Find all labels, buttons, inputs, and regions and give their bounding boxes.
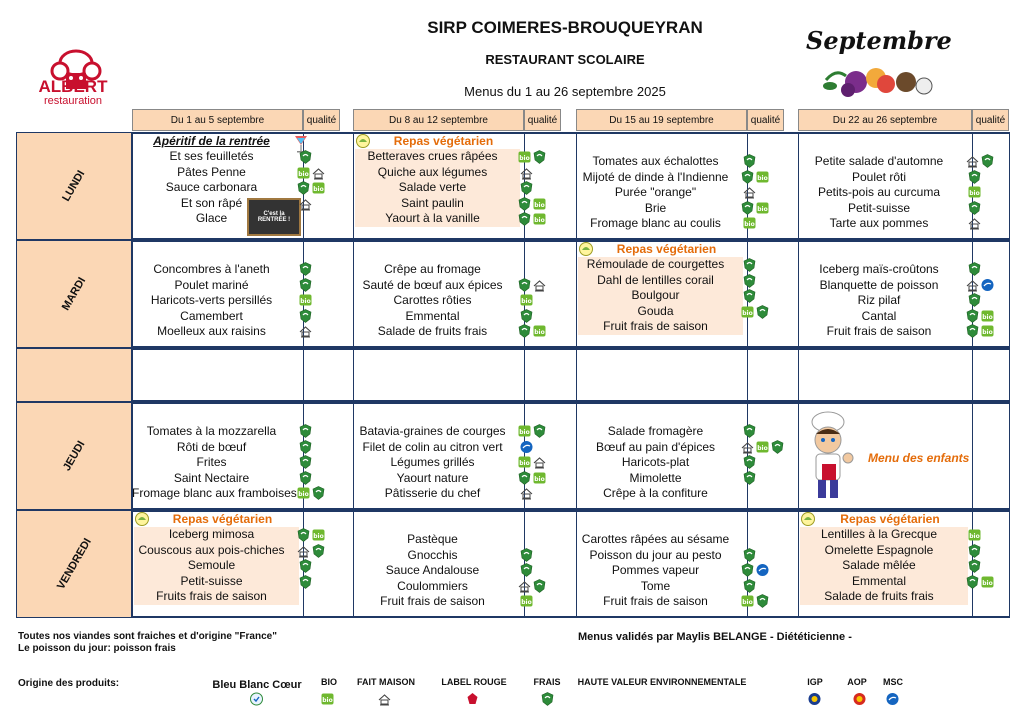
- menu-item: Salade de fruits frais: [377, 324, 488, 338]
- menu-item: Emmental: [851, 573, 907, 588]
- quality-header: qualité: [972, 109, 1009, 131]
- week-header: Du 22 au 26 septembre: [798, 109, 972, 131]
- frais-icon: [299, 440, 312, 454]
- menu-item: Frites: [196, 455, 227, 469]
- msc-icon: [886, 692, 899, 706]
- menu-item: Purée "orange": [614, 185, 697, 199]
- menu-item: Rémoulade de courgettes: [586, 257, 725, 271]
- frais-icon: [520, 181, 533, 195]
- frais-icon: [299, 424, 312, 438]
- frais-icon: [743, 289, 756, 303]
- frais-icon: [299, 278, 312, 292]
- menu-item: Poisson du jour au pesto: [589, 547, 722, 562]
- legend-aop: AOP: [847, 677, 867, 687]
- frais-icon: [518, 324, 531, 338]
- frais-icon: [520, 309, 533, 323]
- svg-text:bio: bio: [298, 170, 309, 178]
- menu-item: Et son râpé: [180, 195, 243, 210]
- menu-item: Dahl de lentilles corail: [597, 272, 714, 287]
- menu-item: Omelette Espagnole: [824, 542, 934, 557]
- menu-item: Salade mêlée: [842, 558, 916, 572]
- day-name: JEUDI: [60, 438, 88, 474]
- day-label: [16, 402, 132, 510]
- fait-maison-icon: [520, 166, 533, 180]
- svg-text:bio: bio: [742, 599, 753, 606]
- frais-icon: [312, 486, 325, 500]
- menu-item: Salade de fruits frais: [824, 589, 934, 603]
- frais-icon: [968, 262, 981, 276]
- svg-text:bio: bio: [519, 155, 530, 162]
- legend-fait-maison: FAIT MAISON: [357, 677, 415, 687]
- frais-icon: [297, 528, 310, 542]
- page-subtitle: RESTAURANT SCOLAIRE: [485, 52, 645, 67]
- svg-text:bio: bio: [969, 190, 980, 197]
- menu-item: Riz pilaf: [857, 293, 901, 307]
- svg-text:bio: bio: [521, 298, 532, 305]
- menu-item: Tarte aux pommes: [829, 216, 929, 230]
- children-menu-label: Menu des enfants: [868, 451, 970, 465]
- vegetarian-icon: [134, 512, 150, 526]
- menu-item: Fruit frais de saison: [826, 324, 932, 338]
- frais-icon: [756, 594, 769, 608]
- menu-item: Haricots-plat: [621, 455, 690, 469]
- fish-note: Le poisson du jour: poisson frais: [18, 643, 176, 654]
- grid-line: [1009, 132, 1010, 618]
- menu-item: Betteraves crues râpées: [367, 149, 498, 163]
- bio-icon: [981, 309, 994, 323]
- vegetarian-meal-title: Repas végétarien: [840, 512, 940, 526]
- legend-bbc: Bleu Blanc Cœur: [212, 679, 302, 691]
- menu-item: Brie: [644, 200, 667, 215]
- frais-icon: [981, 154, 994, 168]
- frais-icon: [299, 559, 312, 573]
- bleu-blanc-coeur-icon: [250, 692, 263, 706]
- bio-icon: [312, 181, 325, 195]
- bio-icon: [981, 575, 994, 589]
- menu-item: Fruit frais de saison: [603, 594, 708, 608]
- logo-name: ALBERT: [38, 77, 108, 96]
- menu-item: Blanquette de poisson: [819, 277, 939, 292]
- menu-item: Salade verte: [398, 180, 467, 194]
- frais-icon: [518, 212, 531, 226]
- fait-maison-icon: [297, 544, 310, 558]
- frais-icon: [968, 201, 981, 215]
- bio-icon: [520, 594, 533, 608]
- bio-icon: [981, 324, 994, 338]
- frais-icon: [741, 170, 754, 184]
- bio-icon: [312, 528, 325, 542]
- vegetarian-icon: [578, 242, 594, 256]
- svg-text:bio: bio: [519, 429, 530, 436]
- frais-icon: [743, 274, 756, 288]
- frais-icon: [968, 559, 981, 573]
- frais-icon: [968, 544, 981, 558]
- bio-icon: [756, 440, 769, 454]
- frais-icon: [533, 150, 546, 164]
- quality-header: qualité: [524, 109, 561, 131]
- svg-text:bio: bio: [982, 329, 993, 336]
- frais-icon: [966, 309, 979, 323]
- menu-item: Bœuf au pain d'épices: [595, 439, 716, 454]
- validation-note: Menus validés par Maylis BELANGE - Diététicienne -: [578, 631, 852, 643]
- menu-item: Semoule: [187, 558, 236, 572]
- menu-item: Cantal: [861, 308, 897, 323]
- frais-icon: [518, 197, 531, 211]
- svg-text:bio: bio: [742, 309, 753, 317]
- vegetarian-meal-title: Repas végétarien: [393, 134, 494, 148]
- fait-maison-icon: [533, 278, 546, 292]
- menu-item: Gnocchis: [407, 547, 458, 562]
- svg-text:bio: bio: [982, 579, 993, 587]
- menu-item: Saint Nectaire: [173, 470, 250, 485]
- month-title: Septembre: [806, 26, 952, 55]
- fait-maison-icon: [966, 154, 979, 168]
- menu-item: Et ses feuilletés: [169, 149, 254, 163]
- week-header: Du 15 au 19 septembre: [576, 109, 747, 131]
- menu-item: Légumes grillés: [390, 455, 475, 469]
- svg-text:bio: bio: [757, 444, 768, 452]
- frais-icon: [312, 544, 325, 558]
- fait-maison-icon: [378, 692, 391, 706]
- frais-icon: [518, 471, 531, 485]
- legend-bio: BIO: [320, 677, 337, 687]
- menu-item: Quiche aux légumes: [377, 164, 488, 179]
- quality-header: qualité: [303, 109, 340, 131]
- frais-icon: [743, 258, 756, 272]
- bio-icon: [518, 150, 531, 164]
- legend-label-rouge: LABEL ROUGE: [441, 677, 507, 687]
- week-header: Du 8 au 12 septembre: [353, 109, 524, 131]
- vegetarian-meal-title: Repas végétarien: [616, 242, 717, 256]
- vegetarian-meal-title: Repas végétarien: [172, 512, 273, 526]
- menu-item: Sauce Andalouse: [385, 563, 480, 577]
- menu-item: Rôti de bœuf: [176, 439, 247, 454]
- frais-icon: [743, 471, 756, 485]
- legend-hve: HAUTE VALEUR ENVIRONNEMENTALE: [577, 677, 747, 687]
- menu-item: Sauce carbonara: [165, 180, 258, 194]
- menu-item: Coulommiers: [397, 578, 468, 593]
- menu-item: Salade fromagère: [607, 424, 704, 438]
- menu-item: Petite salade d'automne: [814, 154, 944, 168]
- svg-text:bio: bio: [521, 599, 532, 606]
- fait-maison-icon: [520, 486, 533, 500]
- svg-text:bio: bio: [322, 697, 333, 704]
- menu-item: Fruit frais de saison: [603, 319, 708, 333]
- frais-icon: [966, 575, 979, 589]
- menu-item: Iceberg maïs-croûtons: [819, 262, 939, 276]
- day-name: LUNDI: [60, 168, 88, 204]
- menu-item: Carottes rôties: [393, 293, 472, 307]
- vegetarian-icon: [355, 134, 371, 148]
- bio-icon: [533, 197, 546, 211]
- frais-icon: [533, 579, 546, 593]
- day-row: [132, 348, 1010, 402]
- bio-icon: [518, 455, 531, 469]
- bio-icon: [520, 293, 533, 307]
- day-label: [16, 348, 132, 402]
- menu-item: Tomates à la mozzarella: [146, 424, 277, 438]
- svg-text:bio: bio: [744, 221, 755, 228]
- logo-subtitle: restauration: [43, 95, 103, 107]
- menu-item: Carottes râpées au sésame: [581, 532, 730, 546]
- aop-icon: [853, 692, 866, 706]
- menu-item: Poulet rôti: [851, 169, 907, 184]
- menu-item: Filet de colin au citron vert: [362, 439, 503, 454]
- fait-maison-icon: [743, 185, 756, 199]
- frais-icon: [743, 455, 756, 469]
- frais-icon: [520, 563, 533, 577]
- svg-text:bio: bio: [298, 491, 309, 498]
- day-label: [16, 510, 132, 618]
- msc-icon: [756, 563, 769, 577]
- svg-text:bio: bio: [534, 217, 545, 224]
- frais-icon: [771, 440, 784, 454]
- menu-item: Pâtes Penne: [177, 164, 246, 179]
- menu-item: Petit-suisse: [847, 200, 911, 215]
- bio-icon: [297, 166, 310, 180]
- menu-item: Gouda: [637, 303, 674, 318]
- menu-item: Moelleux aux raisins: [157, 324, 266, 338]
- frais-icon: [299, 262, 312, 276]
- msc-icon: [981, 278, 994, 292]
- bio-icon: [533, 471, 546, 485]
- page-title: SIRP COIMERES-BROUQUEYRAN: [427, 18, 703, 37]
- menu-item: Petit-suisse: [180, 573, 243, 588]
- menu-item: Sauté de bœuf aux épices: [362, 277, 503, 292]
- frais-icon: [743, 548, 756, 562]
- frais-icon: [966, 324, 979, 338]
- menu-item: Fruits frais de saison: [156, 589, 267, 603]
- menu-item: Glace: [195, 211, 228, 225]
- legend-igp: IGP: [807, 677, 823, 687]
- svg-text:bio: bio: [982, 313, 993, 321]
- menu-item: Saint paulin: [401, 195, 464, 210]
- igp-icon: [808, 692, 821, 706]
- menu-item: Poulet mariné: [174, 277, 249, 292]
- fait-maison-icon: [968, 216, 981, 230]
- bio-icon: [741, 305, 754, 319]
- fait-maison-icon: [741, 440, 754, 454]
- svg-text:bio: bio: [969, 533, 980, 540]
- menu-item: Mimolette: [629, 470, 682, 485]
- frais-icon: [743, 424, 756, 438]
- menu-item: Boulgour: [631, 288, 680, 302]
- frais-icon: [299, 575, 312, 589]
- origin-label: Origine des produits:: [18, 678, 120, 689]
- fait-maison-icon: [299, 197, 312, 211]
- frais-icon: [518, 278, 531, 292]
- day-label: [16, 240, 132, 348]
- menu-item: Pommes vapeur: [611, 563, 700, 577]
- bio-icon: [533, 212, 546, 226]
- vegetarian-icon: [800, 512, 816, 526]
- msc-icon: [520, 440, 533, 454]
- bio-icon: [321, 692, 334, 706]
- menu-item: Haricots-verts persillés: [150, 293, 273, 307]
- week-header: Du 1 au 5 septembre: [132, 109, 303, 131]
- menu-item: Batavia-graines de courges: [359, 424, 506, 438]
- frais-icon: [743, 579, 756, 593]
- chef-illustration-icon: [804, 408, 860, 504]
- menu-item: Tomates aux échalottes: [592, 154, 719, 168]
- svg-text:bio: bio: [300, 298, 311, 305]
- svg-text:bio: bio: [519, 460, 530, 467]
- menu-item: Petits-pois au curcuma: [817, 185, 941, 199]
- menu-item: Tome: [640, 578, 671, 593]
- day-name: MARDI: [59, 275, 89, 313]
- menu-dates: Menus du 1 au 26 septembre 2025: [464, 84, 666, 99]
- menu-item: Pâtisserie du chef: [384, 486, 481, 500]
- svg-text:bio: bio: [313, 533, 324, 540]
- frais-icon: [533, 424, 546, 438]
- fait-maison-icon: [312, 166, 325, 180]
- menu-item: Couscous aux pois-chiches: [138, 542, 285, 557]
- menu-item: Pastèque: [407, 532, 458, 546]
- bio-icon: [756, 201, 769, 215]
- bio-icon: [299, 293, 312, 307]
- fait-maison-icon: [533, 455, 546, 469]
- frais-icon: [541, 692, 554, 706]
- frais-icon: [299, 455, 312, 469]
- menu-item: Crêpe à la confiture: [603, 486, 708, 500]
- menu-item: Camembert: [180, 308, 243, 323]
- frais-icon: [741, 563, 754, 577]
- svg-text:bio: bio: [534, 475, 545, 483]
- fait-maison-icon: [966, 278, 979, 292]
- menu-item: Concombres à l'aneth: [153, 262, 270, 276]
- menu-item: Fromage blanc au coulis: [590, 216, 721, 230]
- quality-header: qualité: [747, 109, 784, 131]
- menu-item: Fruit frais de saison: [380, 594, 485, 608]
- bio-icon: [297, 486, 310, 500]
- svg-text:bio: bio: [534, 329, 545, 336]
- fait-maison-icon: [299, 324, 312, 338]
- menu-item: Emmental: [405, 308, 460, 323]
- frais-icon: [299, 309, 312, 323]
- menu-item: Fromage blanc aux framboises: [132, 486, 297, 500]
- bio-icon: [968, 528, 981, 542]
- bio-icon: [533, 324, 546, 338]
- menu-item: Iceberg mimosa: [168, 527, 255, 541]
- svg-text:bio: bio: [313, 186, 324, 193]
- legend-frais: FRAIS: [533, 677, 561, 687]
- frais-icon: [299, 471, 312, 485]
- rentree-badge: C'est la RENTRÉE !: [247, 198, 301, 236]
- aperitif-title: Apéritif de la rentrée: [153, 134, 270, 148]
- menu-item: Crêpe au fromage: [384, 262, 481, 276]
- menu-item: Yaourt nature: [396, 470, 469, 485]
- bio-icon: [756, 170, 769, 184]
- frais-icon: [741, 201, 754, 215]
- meat-origin-note: Toutes nos viandes sont fraiches et d'origine "France": [18, 631, 277, 642]
- day-label: [16, 132, 132, 240]
- svg-text:bio: bio: [534, 201, 545, 209]
- frais-icon: [968, 170, 981, 184]
- bio-icon: [518, 424, 531, 438]
- bio-icon: [743, 216, 756, 230]
- frais-icon: [756, 305, 769, 319]
- svg-text:bio: bio: [757, 174, 768, 182]
- frais-icon: [520, 548, 533, 562]
- bio-icon: [741, 594, 754, 608]
- frais-icon: [299, 150, 312, 164]
- menu-item: Lentilles à la Grecque: [820, 527, 938, 541]
- svg-text:bio: bio: [757, 205, 768, 213]
- menu-item: Yaourt à la vanille: [385, 211, 480, 225]
- label-rouge-icon: [466, 692, 479, 706]
- menu-item: Mijoté de dinde à l'Indienne: [582, 169, 729, 184]
- fait-maison-icon: [518, 579, 531, 593]
- frais-icon: [743, 154, 756, 168]
- bio-icon: [968, 185, 981, 199]
- frais-icon: [297, 181, 310, 195]
- legend-msc: MSC: [883, 677, 903, 687]
- day-name: VENDREDI: [54, 536, 94, 592]
- frais-icon: [968, 293, 981, 307]
